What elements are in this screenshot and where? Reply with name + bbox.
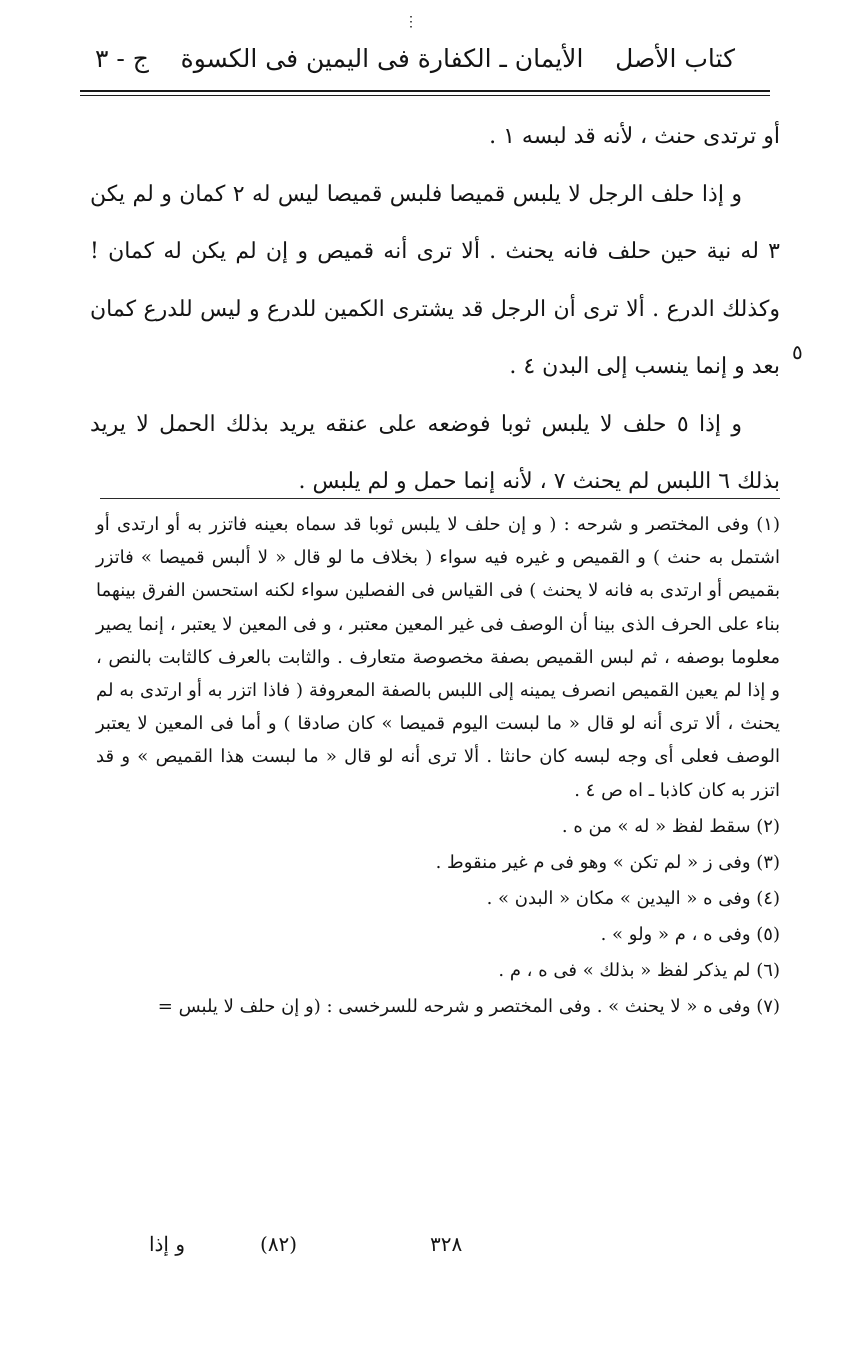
footnote: (٤) وفى ه « اليدين » مكان « البدن » .: [486, 887, 780, 909]
margin-line-number: ٥: [792, 340, 803, 364]
header-book-title: كتاب الأصل: [615, 43, 735, 73]
footnote: (٥) وفى ه ، م « ولو » .: [600, 923, 780, 945]
footnote: (٦) لم يذكر لفظ « بذلك » فى ه ، م .: [498, 959, 780, 981]
header-rule-thin: [80, 95, 770, 96]
catchword: و إذا: [148, 1232, 185, 1256]
main-text: [90, 108, 780, 511]
running-header: [95, 36, 735, 80]
footnote-separator: [100, 498, 780, 499]
header-chapter-title: الأيمان ـ الكفارة فى اليمين فى الكسوة: [180, 43, 584, 73]
header-rule: [80, 90, 770, 92]
footnote: (٧) وفى ه « لا يحنث » . وفى المختصر و شرحه للسرخسى : (و إن حلف لا يلبس =: [157, 995, 780, 1017]
footnote: (٣) وفى ز « لم تكن » وهو فى م غير منقوط .: [435, 851, 780, 873]
footnote: (١) وفى المختصر و شرحه : ( و إن حلف لا يلبس ثوبا قد سماه بعينه فاتزر به أو ارتدى أو اشتمل به حنث ) و القميص و غيره فيه سواء ( بخلاف ما لو قال « لا ألبس قميصا » فاتزر بقميص أو ارتدى به فانه لا يحنث ) فى القياس فى الفصلين سواء لكنه استحسن الفرق بينهما بناء على الحرف الذى بينا أن الوصف فى غير المعين معتبر ، و فى المعين لا يعتبر ، إنما يصير معلوما بوصفه ، ثم لبس القميص بصفة مخصوصة متعارف . والثابت بالعرف كالثابت بالنص ، و إذا لم يعين القميص انصرف يمينه إلى اللبس بالصفة المعروفة ( فاذا اتزر به أو ارتدى به لم يحنث ، ألا ترى أنه لو قال « ما لبست اليوم قميصا » كان صادقا ) و أما فى المعين لا يعتبر الوصف فعلى أى وجه لبسه كان حانثا . ألا ترى أنه لو قال « ما لبست هذا القميص » و قد اتزر به كان كاذبا ـ اه ص ٤ .: [96, 514, 780, 801]
footer-code: (٨٢): [260, 1232, 298, 1256]
top-dot-mark: ⋮: [404, 14, 418, 30]
footnotes: [96, 508, 780, 1025]
main-paragraph: أو ترتدى حنث ، لأنه قد لبسه ١ .: [489, 124, 780, 149]
header-volume: ج - ٣: [95, 43, 149, 73]
footnote: (٢) سقط لفظ « له » من ه .: [561, 815, 780, 837]
page-number: ٣٢٨: [430, 1232, 463, 1256]
main-paragraph: و إذا ٥ حلف لا يلبس ثوبا فوضعه على عنقه يريد بذلك الحمل لا يريد بذلك ٦ اللبس لم يحنث ٧ ، لأنه إنما حمل و لم يلبس .: [90, 411, 780, 494]
page-footer: [140, 1232, 740, 1272]
main-paragraph: و إذا حلف الرجل لا يلبس قميصا فلبس قميصا ليس له ٢ كمان و لم يكن ٣ له نية حين حلف فانه يحنث . ألا ترى أنه قميص و إن لم يكن له كمان ! وكذلك الدرع . ألا ترى أن الرجل قد يشترى الكمين للدرع و ليس للدرع كمان بعد و إنما ينسب إلى البدن ٤ .: [90, 181, 780, 379]
